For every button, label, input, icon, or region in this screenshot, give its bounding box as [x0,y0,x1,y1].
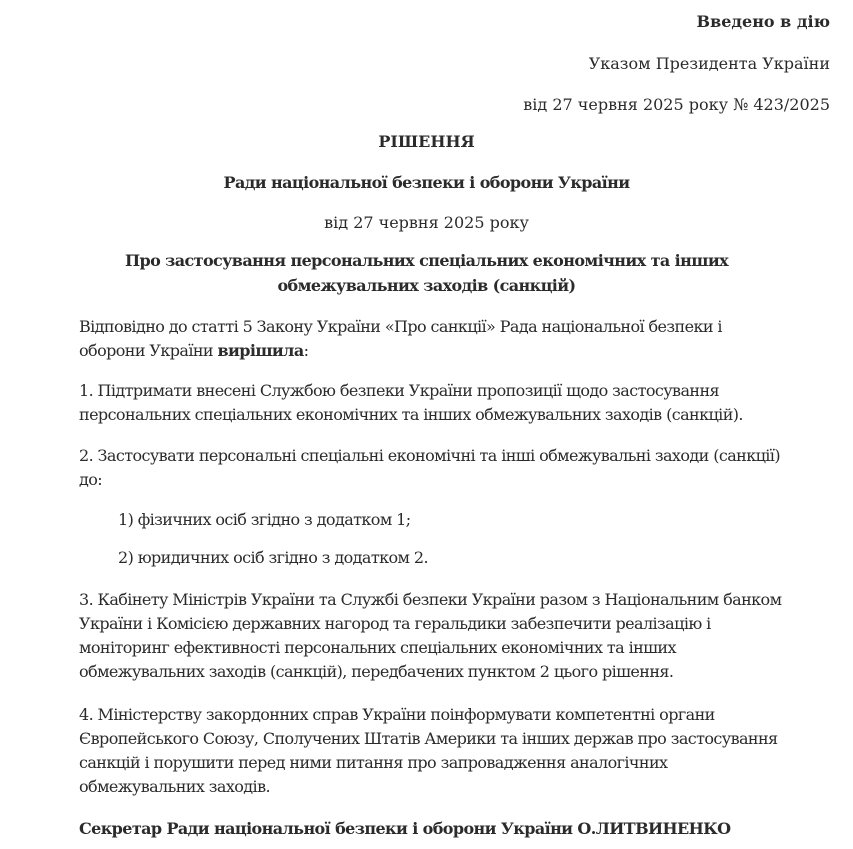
document-type: РІШЕННЯ [378,132,475,151]
item-3-line: України і Комісією державних нагород та геральдики забезпечити реалізацію і [79,614,711,633]
decision-date: від 27 червня 2025 року [324,213,529,232]
item-4 [79,703,839,799]
item-3-line: моніторинг ефективності персональних спеціальних економічних та інших [79,638,676,657]
item-1-line: персональних спеціальних економічних та інших обмежувальних заходів (санкцій). [79,405,743,424]
resolved-word: вирішила [217,341,304,360]
subject-heading-line1: Про застосування персональних спеціальних економічних та інших [124,251,729,270]
item-2-line: до: [79,470,103,489]
item-3-line: 3. Кабінету Міністрів України та Службі безпеки України разом з Національним банком [79,590,782,609]
item-4-line: обмежувальних заходів. [79,777,270,796]
item-1-line: 1. Підтримати внесені Службою безпеки України пропозиції щодо застосування [79,381,720,400]
item-2-line: 2. Застосувати персональні спеціальні економічні та інші обмежувальні заходи (санкції) [79,446,780,465]
decree-date: від 27 червня 2025 року № 423/2025 [523,95,830,114]
preamble-colon: : [303,341,309,360]
preamble [79,315,839,363]
subitem-legal-entities: 2) юридичних осіб згідно з додатком 2. [118,548,428,567]
item-3-line: обмежувальних заходів (санкцій), передбачених пунктом 2 цього рішення. [79,662,674,681]
item-4-line: санкцій і порушити перед ними питання про запровадження аналогічних [79,753,668,772]
decree-reference: Указом Президента України [588,54,830,73]
item-2 [79,444,839,492]
item-1 [79,379,839,427]
preamble-line2 [79,339,839,363]
item-4-line: Європейського Союзу, Сполучених Штатів Америки та інших держав про застосування [79,729,778,748]
issuer-heading: Ради національної безпеки і оборони України [223,173,630,192]
subitem-individuals: 1) фізичних осіб згідно з додатком 1; [118,510,411,529]
item-4-line: 4. Міністерству закордонних справ України поінформувати компетентні органи [79,705,715,724]
subject-heading-line2: обмежувальних заходів (санкцій) [277,276,576,295]
preamble-line2-text: оборони України [79,341,218,360]
item-3 [79,588,839,684]
preamble-line1: Відповідно до статті 5 Закону України «Про санкції» Рада національної безпеки і [79,317,722,336]
signature-line: Секретар Ради національної безпеки і оборони України О.ЛИТВИНЕНКО [79,819,731,838]
enacted-label: Введено в дію [696,12,830,31]
